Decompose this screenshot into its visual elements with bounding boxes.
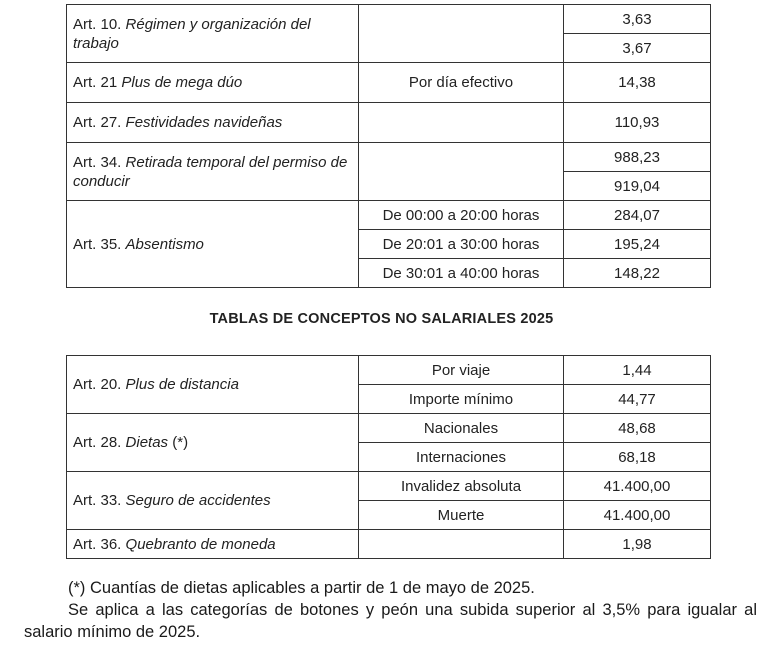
article-number: Art. 27.	[73, 114, 122, 131]
detail-cell: Internaciones	[359, 443, 564, 472]
article-number: Art. 28.	[73, 434, 122, 451]
amount-cell: 988,23	[564, 143, 711, 172]
detail-cell: Nacionales	[359, 414, 564, 443]
detail-cell: Importe mínimo	[359, 385, 564, 414]
detail-cell	[359, 103, 564, 143]
amount-cell: 919,04	[564, 172, 711, 201]
concept-cell	[67, 414, 359, 472]
table-row	[67, 143, 711, 172]
detail-cell: De 30:01 a 40:00 horas	[359, 259, 564, 288]
article-name: Plus de distancia	[125, 376, 239, 393]
article-name: Dietas	[125, 434, 169, 451]
amount-cell: 110,93	[564, 103, 711, 143]
concept-cell	[67, 530, 359, 559]
amount-cell: 284,07	[564, 201, 711, 230]
table-row	[67, 103, 711, 143]
article-name: Seguro de accidentes	[125, 492, 271, 509]
amount-cell: 3,67	[564, 34, 711, 63]
footnote-salary-increase: Se aplica a las categorías de botones y peón una subida superior al 3,5% para igualar al salario mínimo de 2025.	[24, 601, 757, 641]
amount-cell: 148,22	[564, 259, 711, 288]
table-row	[67, 63, 711, 103]
salary-concepts-table	[66, 4, 711, 288]
concept-cell	[67, 5, 359, 63]
article-number: Art. 10.	[73, 15, 122, 33]
detail-cell: Muerte	[359, 501, 564, 530]
detail-cell	[359, 5, 564, 63]
amount-cell: 14,38	[564, 63, 711, 103]
amount-cell: 48,68	[564, 414, 711, 443]
amount-cell: 195,24	[564, 230, 711, 259]
concept-cell	[67, 201, 359, 288]
concept-cell	[67, 472, 359, 530]
article-number: Art. 36.	[73, 535, 122, 553]
table-row	[67, 5, 711, 34]
amount-cell: 1,44	[564, 356, 711, 385]
amount-cell: 44,77	[564, 385, 711, 414]
concept-cell	[67, 63, 359, 103]
article-name: Quebranto de moneda	[125, 535, 276, 553]
detail-cell: Por día efectivo	[359, 63, 564, 103]
footnotes	[0, 577, 763, 643]
amount-cell: 68,18	[564, 443, 711, 472]
article-name: Plus de mega dúo	[121, 74, 243, 91]
detail-cell: Por viaje	[359, 356, 564, 385]
table-row	[67, 201, 711, 230]
article-name: Retirada temporal del permiso de conducir	[73, 153, 348, 190]
non-salary-concepts-table	[66, 355, 711, 559]
section-heading: TABLAS DE CONCEPTOS NO SALARIALES 2025	[209, 311, 554, 327]
table-row	[67, 472, 711, 501]
table-row	[67, 356, 711, 385]
detail-cell: Invalidez absoluta	[359, 472, 564, 501]
table-row	[67, 414, 711, 443]
concept-cell	[67, 143, 359, 201]
article-suffix: (*)	[172, 434, 189, 451]
amount-cell: 1,98	[564, 530, 711, 559]
article-number: Art. 33.	[73, 492, 122, 509]
footnote-dietas: (*) Cuantías de dietas aplicables a partir de 1 de mayo de 2025.	[68, 579, 535, 597]
article-name: Régimen y organización del trabajo	[73, 15, 311, 52]
table-row	[67, 530, 711, 559]
article-name: Absentismo	[125, 235, 204, 253]
detail-cell: De 00:00 a 20:00 horas	[359, 201, 564, 230]
amount-cell: 3,63	[564, 5, 711, 34]
amount-cell: 41.400,00	[564, 472, 711, 501]
detail-cell	[359, 143, 564, 201]
article-number: Art. 20.	[73, 376, 122, 393]
detail-cell	[359, 530, 564, 559]
article-number: Art. 35.	[73, 235, 122, 253]
article-number: Art. 34.	[73, 153, 122, 171]
article-number: Art. 21	[73, 74, 118, 91]
amount-cell: 41.400,00	[564, 501, 711, 530]
article-name: Festividades navideñas	[125, 114, 283, 131]
concept-cell	[67, 356, 359, 414]
detail-cell: De 20:01 a 30:00 horas	[359, 230, 564, 259]
concept-cell	[67, 103, 359, 143]
